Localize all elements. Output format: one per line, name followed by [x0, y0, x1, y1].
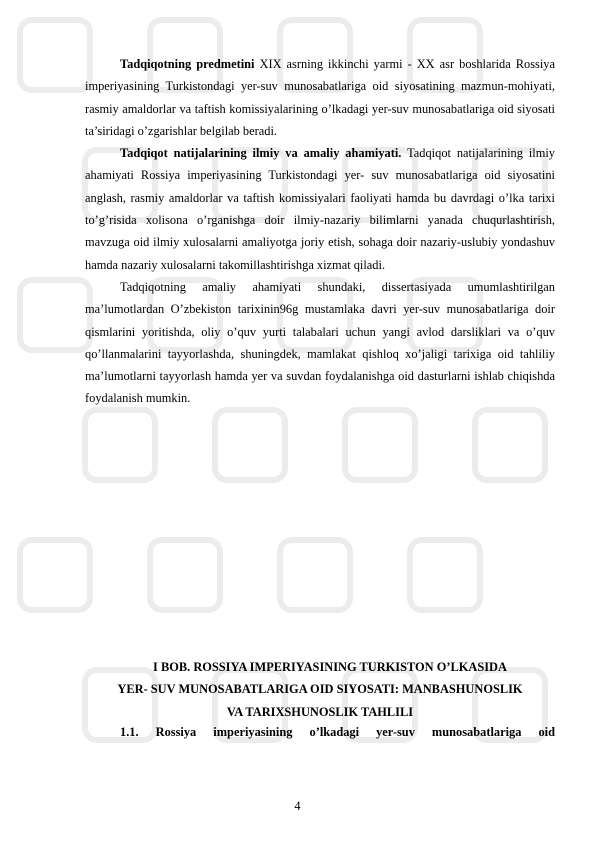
- chapter-heading-line-3: VA TARIXSHUNOSLIK TAHLILI: [226, 704, 414, 719]
- paragraph-significance: [85, 142, 555, 276]
- paragraph-text: Tadqiqotning amaliy ahamiyati shundaki, dissertasiyada umumlashtirilgan ma’lumotlardan O’zbekiston tarixinin96g mustamlaka davri yer-suv munosabatlariga doir qismlarini yoritishda, oliy o’quv yurti talabalari uchun yangi avlod darsliklari va o’quv qo’llanmalarini tayyorlashda, shuningdek, mamlakat qishloq xo’jaligi tarixiga oid tahliliy ma’lumotlarni tayyorlash hamda yer va suvdan foydalanishga oid dasturlarni ishlab chiqishda foydalanish mumkin.: [85, 279, 555, 406]
- section-heading: 1.1. Rossiya imperiyasining o’lkadagi yer-suv munosabatlariga oid: [120, 725, 555, 739]
- paragraph-lead: Tadqiqot natijalarining ilmiy va amaliy ahamiyati.: [120, 146, 402, 161]
- paragraph-text: Tadqiqot natijalarining ilmiy ahamiyati Rossiya imperiyasining Turkistondagi yer- suv munosabatlariga oid siyosatini anglash, rasmiy amaldorlar va taftish komissiyalari faoliyati hamda bu davrdagi o’lka tarixi to’g’risida xolisona o’rganishga doir ilmiy-nazariy bilimlarni yanada chuqurlashtirish, mavzuga oid ilmiy xulosalarni amaliyotga joriy etish, sohaga doir nazariy-uslubiy yondashuv hamda nazariy xulosalarni takomillashtirishga xizmat qiladi.: [85, 146, 555, 272]
- body-text: [85, 53, 555, 410]
- page-number: 4: [294, 799, 301, 813]
- chapter-heading: [85, 656, 555, 723]
- chapter-heading-line-1: I BOB. ROSSIYA IMPERIYASINING TURKISTON O’LKASIDA: [153, 660, 507, 674]
- paragraph-lead: Tadqiqotning predmetini: [120, 57, 255, 71]
- paragraph-practical-value: [85, 276, 555, 410]
- chapter-heading-line-2: YER- SUV MUNOSABATLARIGA OID SIYOSATI: MANBASHUNOSLIK: [117, 682, 523, 697]
- paragraph-research-subject: [85, 53, 555, 142]
- paragraph-text: XIX asrning ikkinchi yarmi - XX asr boshlarida Rossiya imperiyasining Turkistondagi yer-suv munosabatlariga oid siyosatining mazmun-mohiyati, rasmiy amaldorlar va taftish komissiyalarining o’lkadagi yer-suv munosabatlariga oid siyosati ta’siridagi o’zgarishlar belgilab beradi.: [85, 57, 555, 138]
